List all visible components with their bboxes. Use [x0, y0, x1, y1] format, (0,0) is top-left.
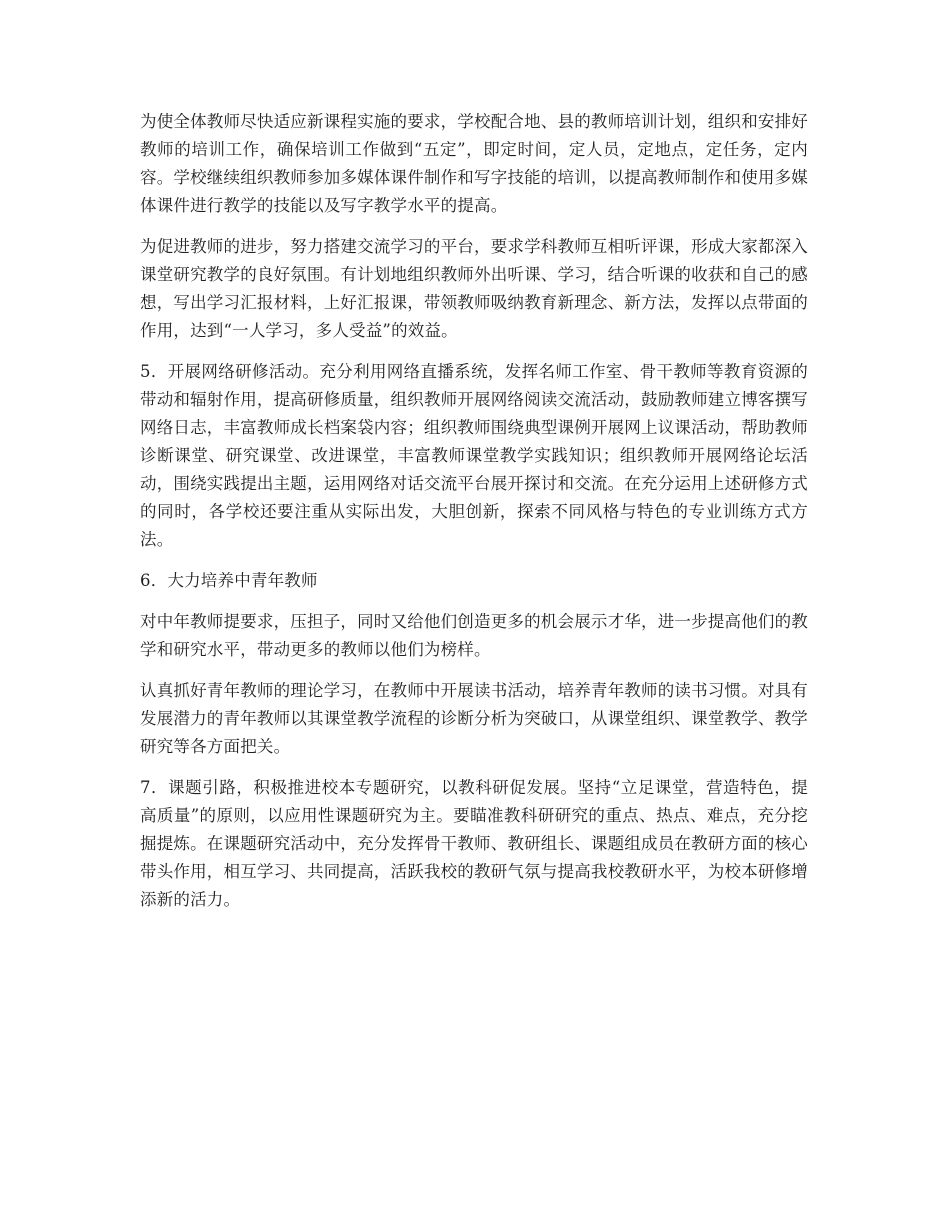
paragraph-peer-learning: 为促进教师的进步，努力搭建交流学习的平台，要求学科教师互相听评课，形成大家都深入课堂研究教学的良好氛围。有计划地组织教师外出听课、学习，结合听课的收获和自己的感想，写出学习汇报材料，上好汇报课，带领教师吸纳教育新理念、新方法，发挥以点带面的作用，达到“一人学习，多人受益”的效益。 [140, 237, 808, 340]
paragraph-online-training: 5．开展网络研修活动。充分利用网络直播系统，发挥名师工作室、骨干教师等教育资源的带动和辐射作用，提高研修质量，组织教师开展网络阅读交流活动，鼓励教师建立博客撰写网络日志，丰富教师成长档案袋内容；组织教师围绕典型课例开展网上议课活动，帮助教师诊断课堂、研究课堂、改进课堂，丰富教师课堂教学实践知识；组织教师开展网络论坛活动，围绕实践提出主题，运用网络对话交流平台展开探讨和交流。在充分运用上述研修方式的同时，各学校还要注重从实际出发，大胆创新，探索不同风格与特色的专业训练方式方法。 [140, 362, 808, 549]
paragraph-young-teachers-study: 认真抓好青年教师的理论学习，在教师中开展读书活动，培养青年教师的读书习惯。对具有发展潜力的青年教师以其课堂教学流程的诊断分析为突破口，从课堂组织、课堂教学、教学研究等各方面把关。 [140, 681, 808, 756]
document-body [140, 108, 808, 927]
paragraph-middle-aged-teachers: 对中年教师提要求，压担子，同时又给他们创造更多的机会展示才华，进一步提高他们的教学和研究水平，带动更多的教师以他们为榜样。 [140, 612, 808, 659]
section-heading-young-teachers: 6．大力培养中青年教师 [140, 571, 318, 590]
paragraph-teacher-training: 为使全体教师尽快适应新课程实施的要求，学校配合地、县的教师培训计划，组织和安排好教师的培训工作，确保培训工作做到“五定”，即定时间，定人员，定地点，定任务，定内容。学校继续组织教师参加多媒体课件制作和写字技能的培训，以提高教师制作和使用多媒体课件进行教学的技能以及写字教学水平的提高。 [140, 112, 808, 215]
paragraph-research-topics: 7．课题引路，积极推进校本专题研究，以教科研促发展。坚持“立足课堂，营造特色，提高质量”的原则，以应用性课题研究为主。要瞄准教科研研究的重点、热点、难点，充分挖掘提炼。在课题研究活动中，充分发挥骨干教师、教研组长、课题组成员在教研方面的核心带头作用，相互学习、共同提高，活跃我校的教研气氛与提高我校教研水平，为校本研修增添新的活力。 [140, 778, 808, 909]
